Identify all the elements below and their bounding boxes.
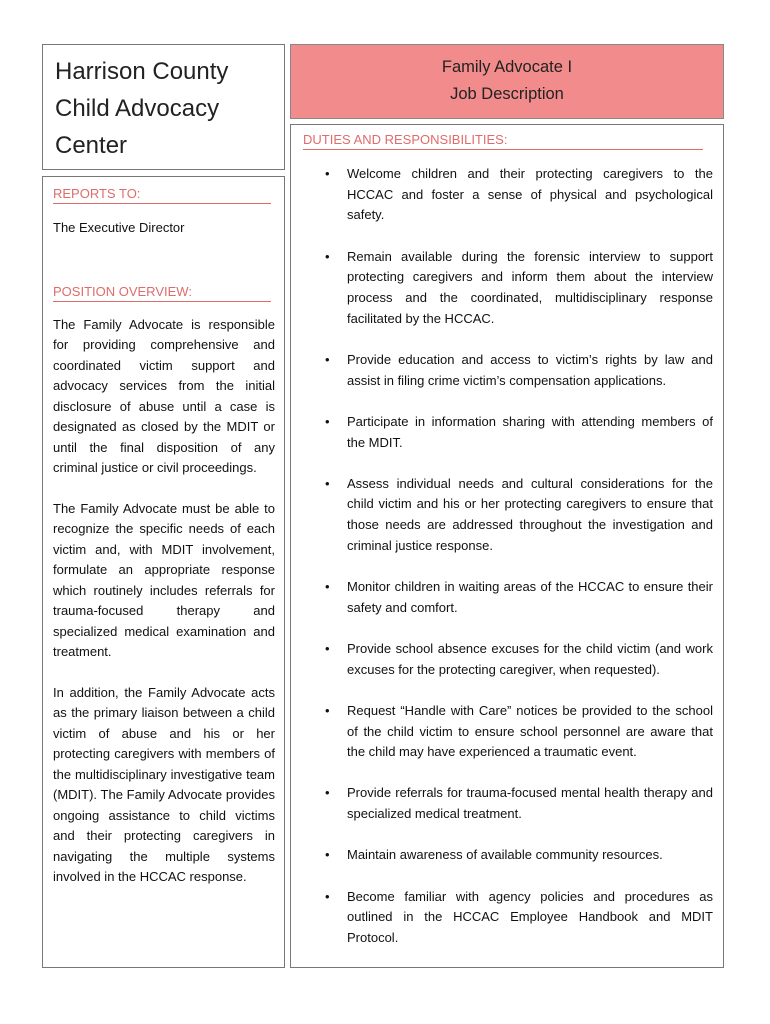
organization-box (42, 44, 285, 170)
duty-text: Become familiar with agency policies and procedures as outlined in the HCCAC Employee Handbook and MDIT Protocol. (347, 888, 713, 945)
duty-text: Request “Handle with Care” notices be provided to the school of the child victim to ensure school personnel are aware that the child may have experienced a traumatic event. (347, 702, 713, 760)
reports-to-value: The Executive Director (53, 220, 185, 235)
duty-item (303, 887, 713, 949)
organization-name-line: Harrison County (55, 58, 229, 85)
duty-item (303, 783, 713, 824)
duties-heading: DUTIES AND RESPONSIBILITIES: (303, 131, 703, 150)
job-subtitle: Job Description (450, 85, 564, 103)
bullet-icon: • (325, 640, 330, 656)
duty-text: Participate in information sharing with attending members of the MDIT. (347, 413, 713, 450)
job-title: Family Advocate I (441, 58, 573, 76)
duty-text: Provide school absence excuses for the child victim (and work excuses for the protecting caregiver, when requested). (347, 640, 713, 677)
overview-paragraph: The Family Advocate is responsible for providing comprehensive and coordinated victim support and advocacy services from the initial disclosure of abuse until a case is designated as closed by the MDIT or until the final disposition of any criminal justice or civil proceedings. (53, 316, 275, 475)
duty-text: Provide referrals for trauma-focused mental health therapy and specialized medical treatment. (347, 785, 713, 822)
bullet-icon: • (325, 166, 330, 181)
reports-to-heading: REPORTS TO: (53, 185, 271, 204)
duty-text: Remain available during the forensic interview to support protecting caregivers and inform them about the interview process and the coordinated, multidisciplinary response facilitated by the HCCAC. (347, 248, 713, 326)
duty-item (303, 350, 713, 391)
duty-item (303, 845, 713, 866)
duty-item (303, 474, 713, 557)
duties-list (303, 164, 713, 949)
organization-name-line: Center (55, 132, 128, 159)
duty-item (303, 701, 713, 763)
bullet-icon: • (325, 475, 330, 491)
organization-name (55, 53, 272, 164)
duty-text: Welcome children and their protecting caregivers to the HCCAC and foster a sense of physical and psychological safety. (347, 166, 713, 223)
left-column (42, 176, 285, 968)
duty-item (303, 247, 713, 330)
bullet-icon: • (325, 888, 330, 904)
duty-text: Assess individual needs and cultural considerations for the child victim and his or her protecting caregivers to ensure that those needs are addressed throughout the investigation and criminal justice response. (347, 475, 713, 553)
right-column (290, 124, 724, 968)
duty-text: Maintain awareness of available community resources. (347, 847, 663, 863)
position-overview-heading: POSITION OVERVIEW: (53, 283, 271, 302)
bullet-icon: • (325, 702, 330, 718)
bullet-icon: • (325, 579, 330, 595)
overview-paragraph: The Family Advocate must be able to recognize the specific needs of each victim and, with MDIT involvement, formulate an appropriate response which routinely includes referrals for trauma-focused therapy and specialized medical examination and treatment. (53, 500, 275, 659)
organization-name-line: Child Advocacy (55, 95, 220, 122)
duty-item (303, 577, 713, 618)
job-title-banner (290, 44, 724, 119)
duty-text: Monitor children in waiting areas of the HCCAC to ensure their safety and comfort. (347, 579, 713, 615)
overview-paragraph: In addition, the Family Advocate acts as the primary liaison between a child victim of abuse and his or her protecting caregivers with members of the multidisciplinary investigative team (MDIT). The Family Advocate provides ongoing assistance to child victims and their protecting caregivers in navigating the multiple systems involved in the HCCAC response. (53, 684, 275, 884)
duty-text: Provide education and access to victim’s rights by law and assist in filing crime victim’s compensation applications. (347, 351, 713, 388)
bullet-icon: • (325, 413, 330, 429)
duty-item (303, 412, 713, 453)
bullet-icon: • (325, 248, 330, 264)
duty-item (303, 164, 713, 226)
bullet-icon: • (325, 351, 330, 367)
bullet-icon: • (325, 785, 330, 801)
bullet-icon: • (325, 847, 330, 863)
duty-item (303, 639, 713, 680)
